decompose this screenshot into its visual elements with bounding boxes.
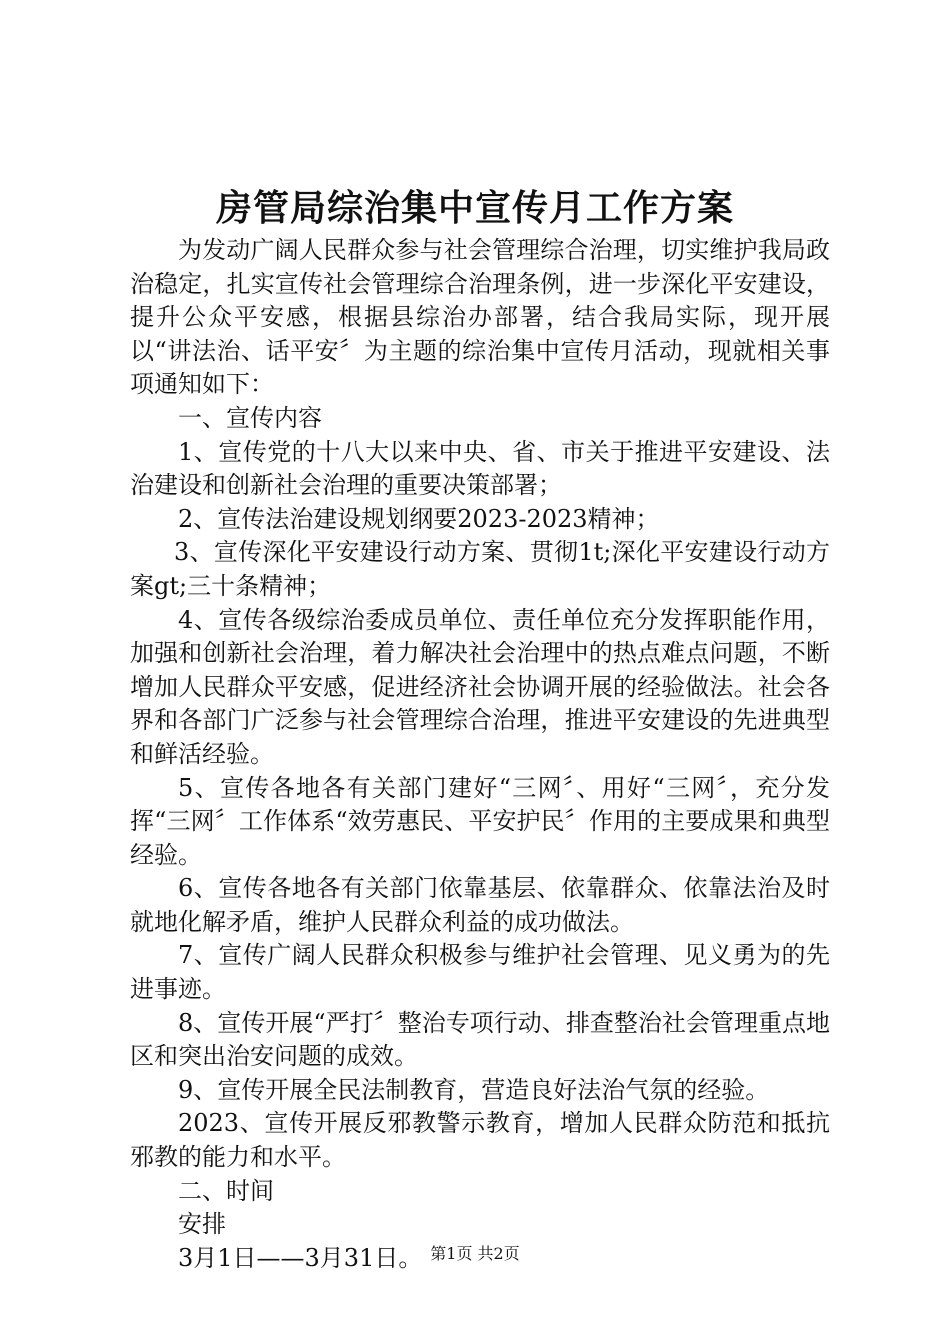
content-item-5: 5、宣传各地各有关部门建好“三网〞、用好“三网〞，充分发挥“三网〞工作体系“效劳惠民、平安护民〞作用的主要成果和典型经验。 [130,773,830,869]
page-number: 第1页 共2页 [430,1244,520,1263]
document-body [130,234,830,1275]
content-item-7: 7、宣传广阔人民群众积极参与维护社会管理、见义勇为的先进事迹。 [130,941,830,1004]
content-item-9: 9、宣传开展全民法制教育，营造良好法治气氛的经验。 [178,1075,770,1104]
intro-paragraph: 为发动广阔人民群众参与社会管理综合治理，切实维护我局政治稳定，扎实宣传社会管理综合治理条例，进一步深化平安建设，提升公众平安感，根据县综治办部署，结合我局实际，现开展以“讲法治、话平安〞为主题的综治集中宣传月活动，现就相关事项通知如下： [130,236,830,399]
content-item-4: 4、宣传各级综治委成员单位、责任单位充分发挥职能作用，加强和创新社会治理，着力解决社会治理中的热点难点问题，不断增加人民群众平安感，促进经济社会协调开展的经验做法。社会各界和各部门广泛参与社会管理综合治理，推进平安建设的先进典型和鲜活经验。 [130,605,830,768]
section-heading-content: 一、宣传内容 [178,403,322,432]
schedule-dates: 3月1日——3月31日。 [178,1243,423,1272]
content-item-1: 1、宣传党的十八大以来中央、省、市关于推进平安建设、法治建设和创新社会治理的重要决策部署； [130,437,830,500]
content-item-8: 8、宣传开展“严打〞整治专项行动、排查整治社会管理重点地区和突出治安问题的成效。 [130,1008,830,1071]
content-item-6: 6、宣传各地各有关部门依靠基层、依靠群众、依靠法治及时就地化解矛盾，维护人民群众利益的成功做法。 [130,874,830,936]
schedule-label: 安排 [178,1210,226,1239]
section-heading-time: 二、时间 [178,1176,274,1205]
document-title: 房管局综治集中宣传月工作方案 [215,187,734,229]
content-item-3: 3、宣传深化平安建设行动方案、贯彻1t;深化平安建设行动方案gt;三十条精神； [130,538,830,600]
content-item-2: 2、宣传法治建设规划纲要2023-2023精神； [178,504,660,533]
content-item-10: 2023、宣传开展反邪教警示教育，增加人民群众防范和抵抗邪教的能力和水平。 [130,1109,830,1172]
